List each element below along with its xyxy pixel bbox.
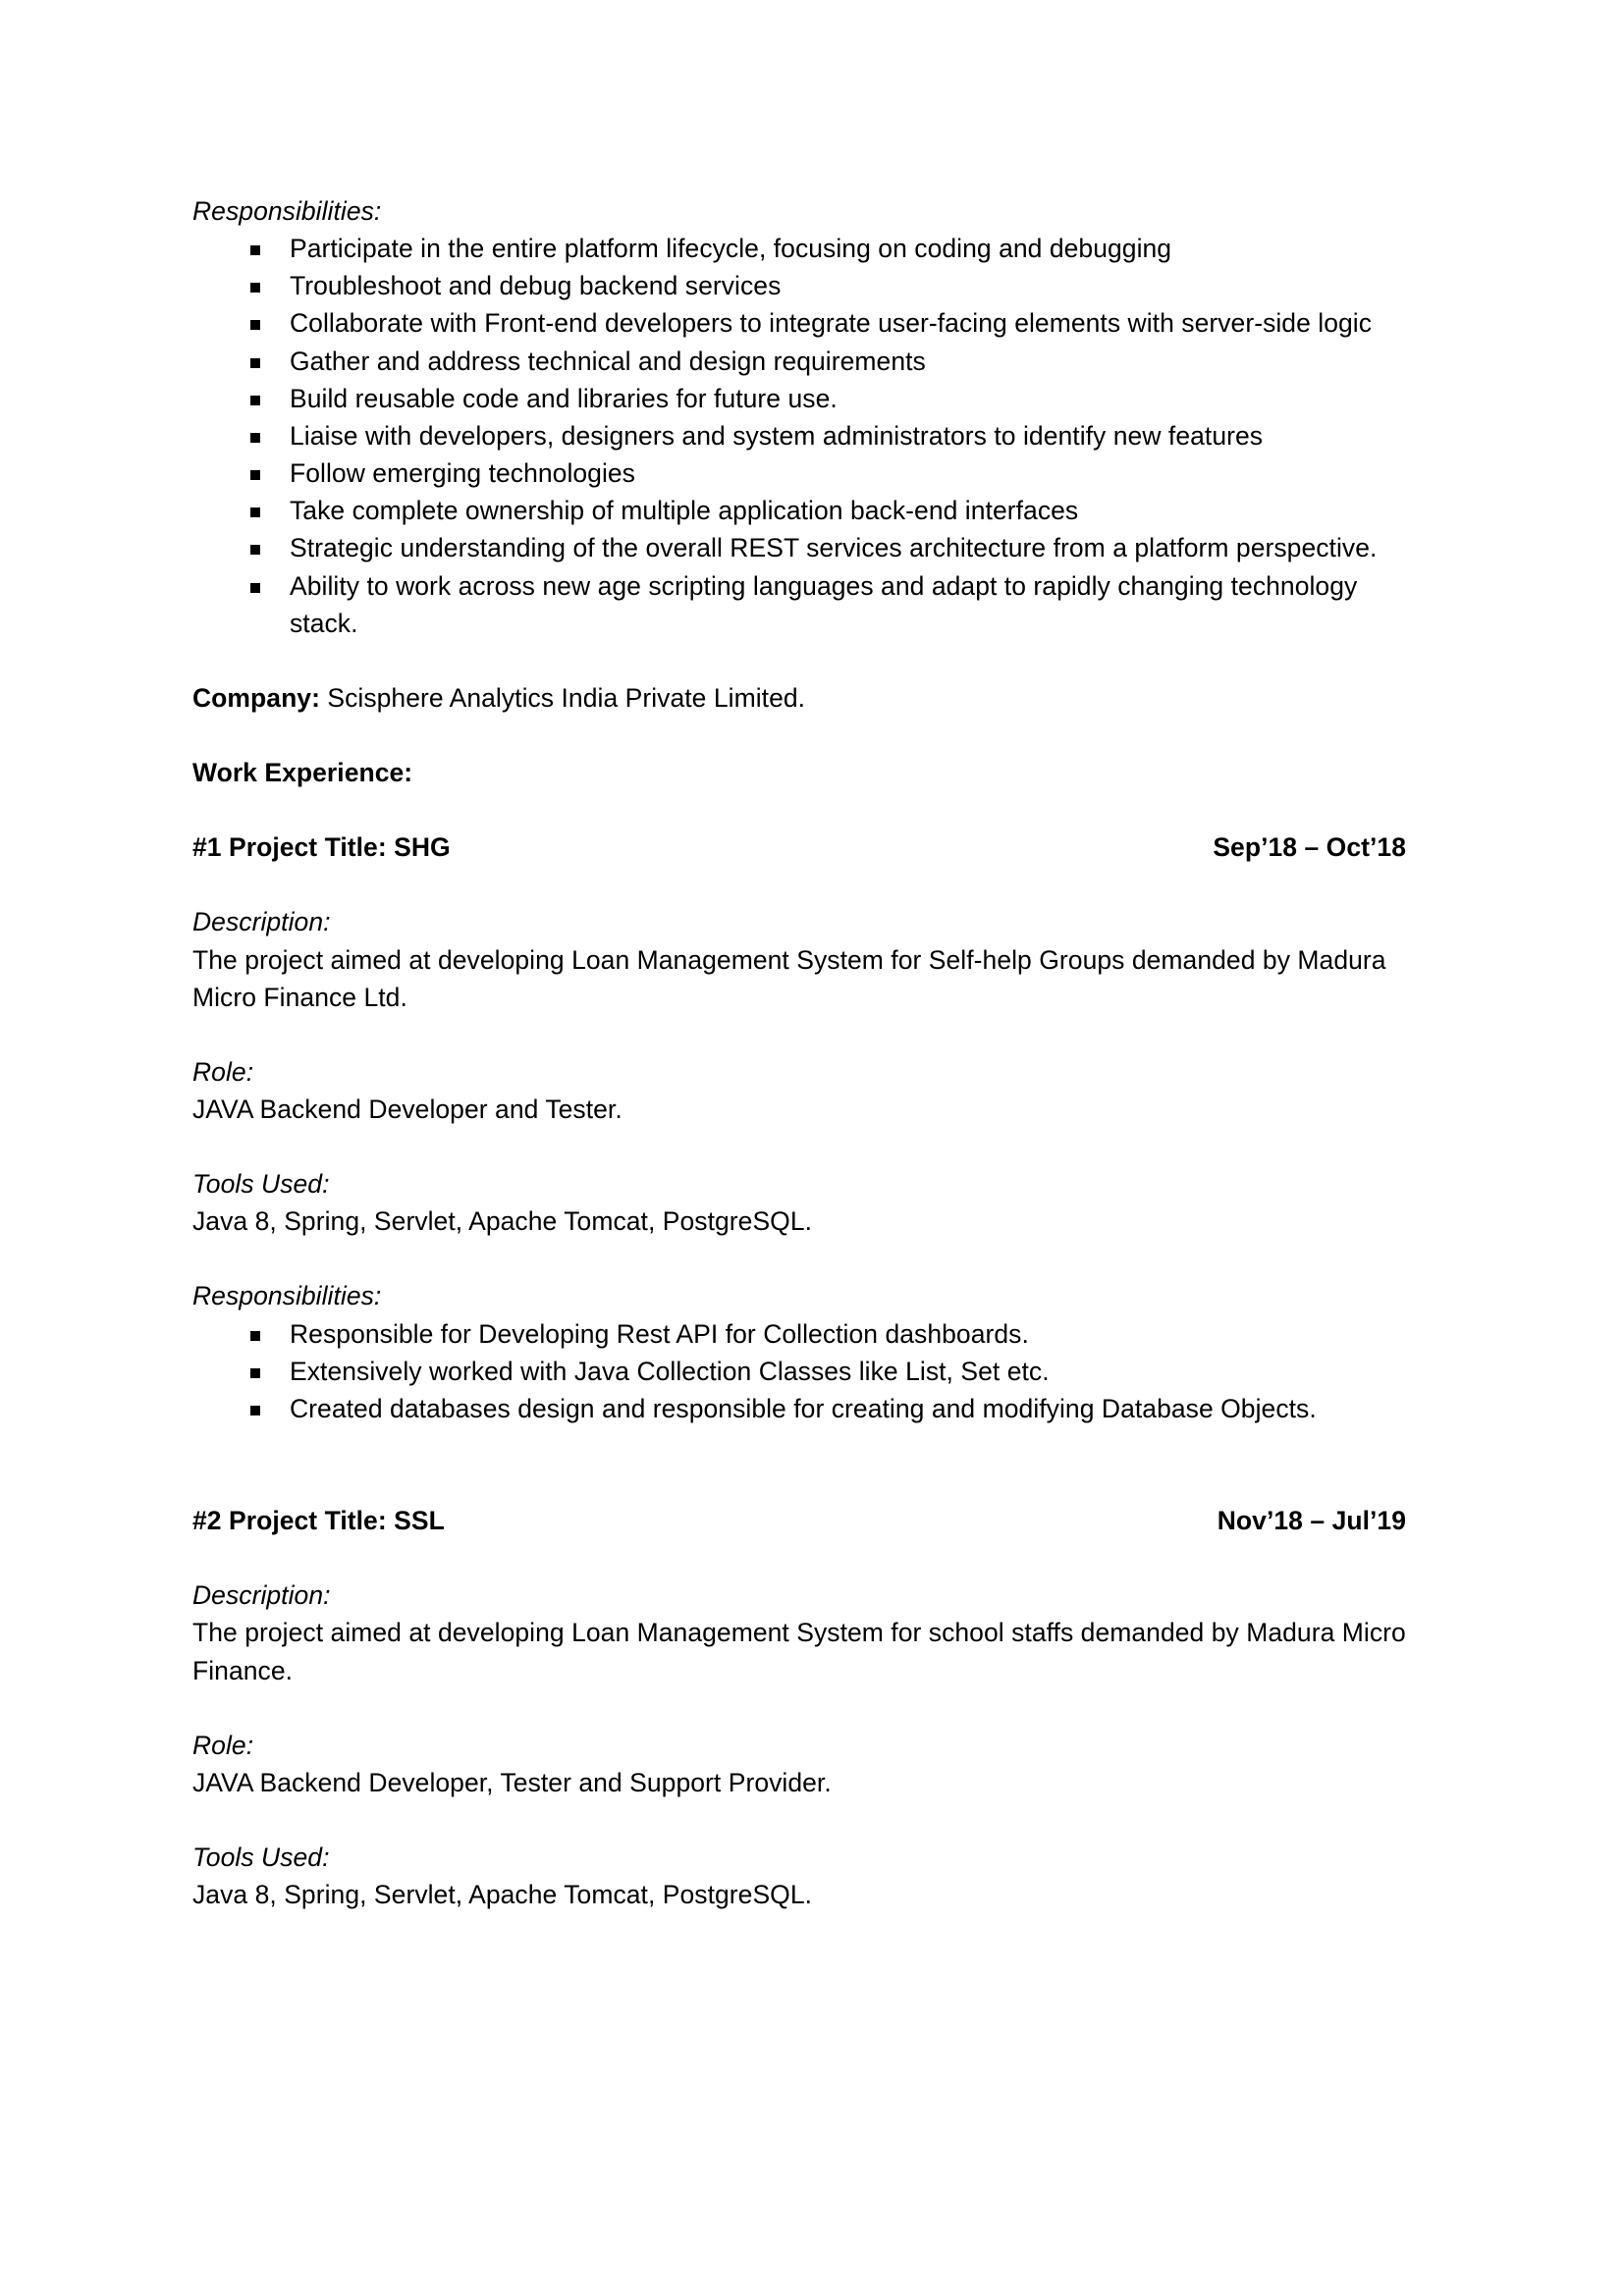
project-2-role-label: Role: [192, 1730, 254, 1760]
list-item: Gather and address technical and design requirements [192, 343, 1414, 380]
project-1-title-row [192, 828, 1414, 866]
project-2-tools: Java 8, Spring, Servlet, Apache Tomcat, PostgreSQL. [192, 1880, 813, 1910]
list-item: Participate in the entire platform lifecycle, focusing on coding and debugging [192, 230, 1414, 267]
project-2-title: #2 Project Title: SSL [192, 1506, 445, 1536]
list-item: Take complete ownership of multiple application back-end interfaces [192, 492, 1414, 529]
project-1-tools: Java 8, Spring, Servlet, Apache Tomcat, PostgreSQL. [192, 1206, 813, 1237]
project-1-responsibilities-list [192, 1315, 1414, 1427]
list-item: Liaise with developers, designers and system administrators to identify new features [192, 417, 1414, 454]
company-line [192, 679, 1414, 717]
list-item: Extensively worked with Java Collection Classes like List, Set etc. [192, 1353, 1414, 1390]
list-item: Build reusable code and libraries for future use. [192, 380, 1414, 417]
list-item: Strategic understanding of the overall REST services architecture from a platform perspective. [192, 529, 1414, 566]
responsibilities-heading: Responsibilities: [192, 196, 382, 226]
spacer [192, 1539, 1414, 1576]
project-1-description-label: Description: [192, 907, 331, 937]
list-item: Troubleshoot and debug backend services [192, 267, 1414, 304]
spacer [192, 1240, 1414, 1277]
company-value: Scisphere Analytics India Private Limited. [319, 682, 806, 713]
project-1-tools-label: Tools Used: [192, 1169, 330, 1200]
project-1-role-label: Role: [192, 1056, 254, 1087]
project-1-responsibilities-label: Responsibilities: [192, 1281, 382, 1311]
project-2-description: The project aimed at developing Loan Management System for school staffs demanded by Madura Micro Finance. [192, 1618, 1406, 1685]
project-1-role: JAVA Backend Developer and Tester. [192, 1094, 623, 1124]
spacer [192, 1465, 1414, 1502]
list-item: Follow emerging technologies [192, 454, 1414, 492]
list-item: Ability to work across new age scripting languages and adapt to rapidly changing technology stack. [192, 567, 1414, 642]
project-2-description-label: Description: [192, 1580, 331, 1611]
project-1-title: #1 Project Title: SHG [192, 832, 451, 863]
spacer [192, 717, 1414, 754]
project-2-title-row [192, 1502, 1414, 1539]
spacer [192, 866, 1414, 903]
list-item: Responsible for Developing Rest API for Collection dashboards. [192, 1315, 1414, 1353]
top-responsibilities-list [192, 230, 1414, 642]
spacer [192, 1801, 1414, 1839]
list-item: Created databases design and responsible for creating and modifying Database Objects. [192, 1390, 1414, 1427]
spacer [192, 1128, 1414, 1165]
company-label: Company: [192, 682, 320, 713]
spacer [192, 1016, 1414, 1053]
project-2-role: JAVA Backend Developer, Tester and Support Provider. [192, 1767, 832, 1797]
spacer [192, 1427, 1414, 1465]
project-2-tools-label: Tools Used: [192, 1842, 330, 1872]
spacer [192, 642, 1414, 679]
spacer [192, 1689, 1414, 1727]
spacer [192, 791, 1414, 828]
list-item: Collaborate with Front-end developers to integrate user-facing elements with server-side logic [192, 304, 1414, 342]
work-experience-heading: Work Experience: [192, 758, 413, 788]
project-1-description: The project aimed at developing Loan Management System for Self-help Groups demanded by Madura Micro Finance Ltd. [192, 944, 1386, 1012]
project-1-dates: Sep’18 – Oct’18 [1213, 832, 1406, 863]
document-body [192, 192, 1414, 1913]
project-2-dates: Nov’18 – Jul’19 [1217, 1506, 1406, 1536]
